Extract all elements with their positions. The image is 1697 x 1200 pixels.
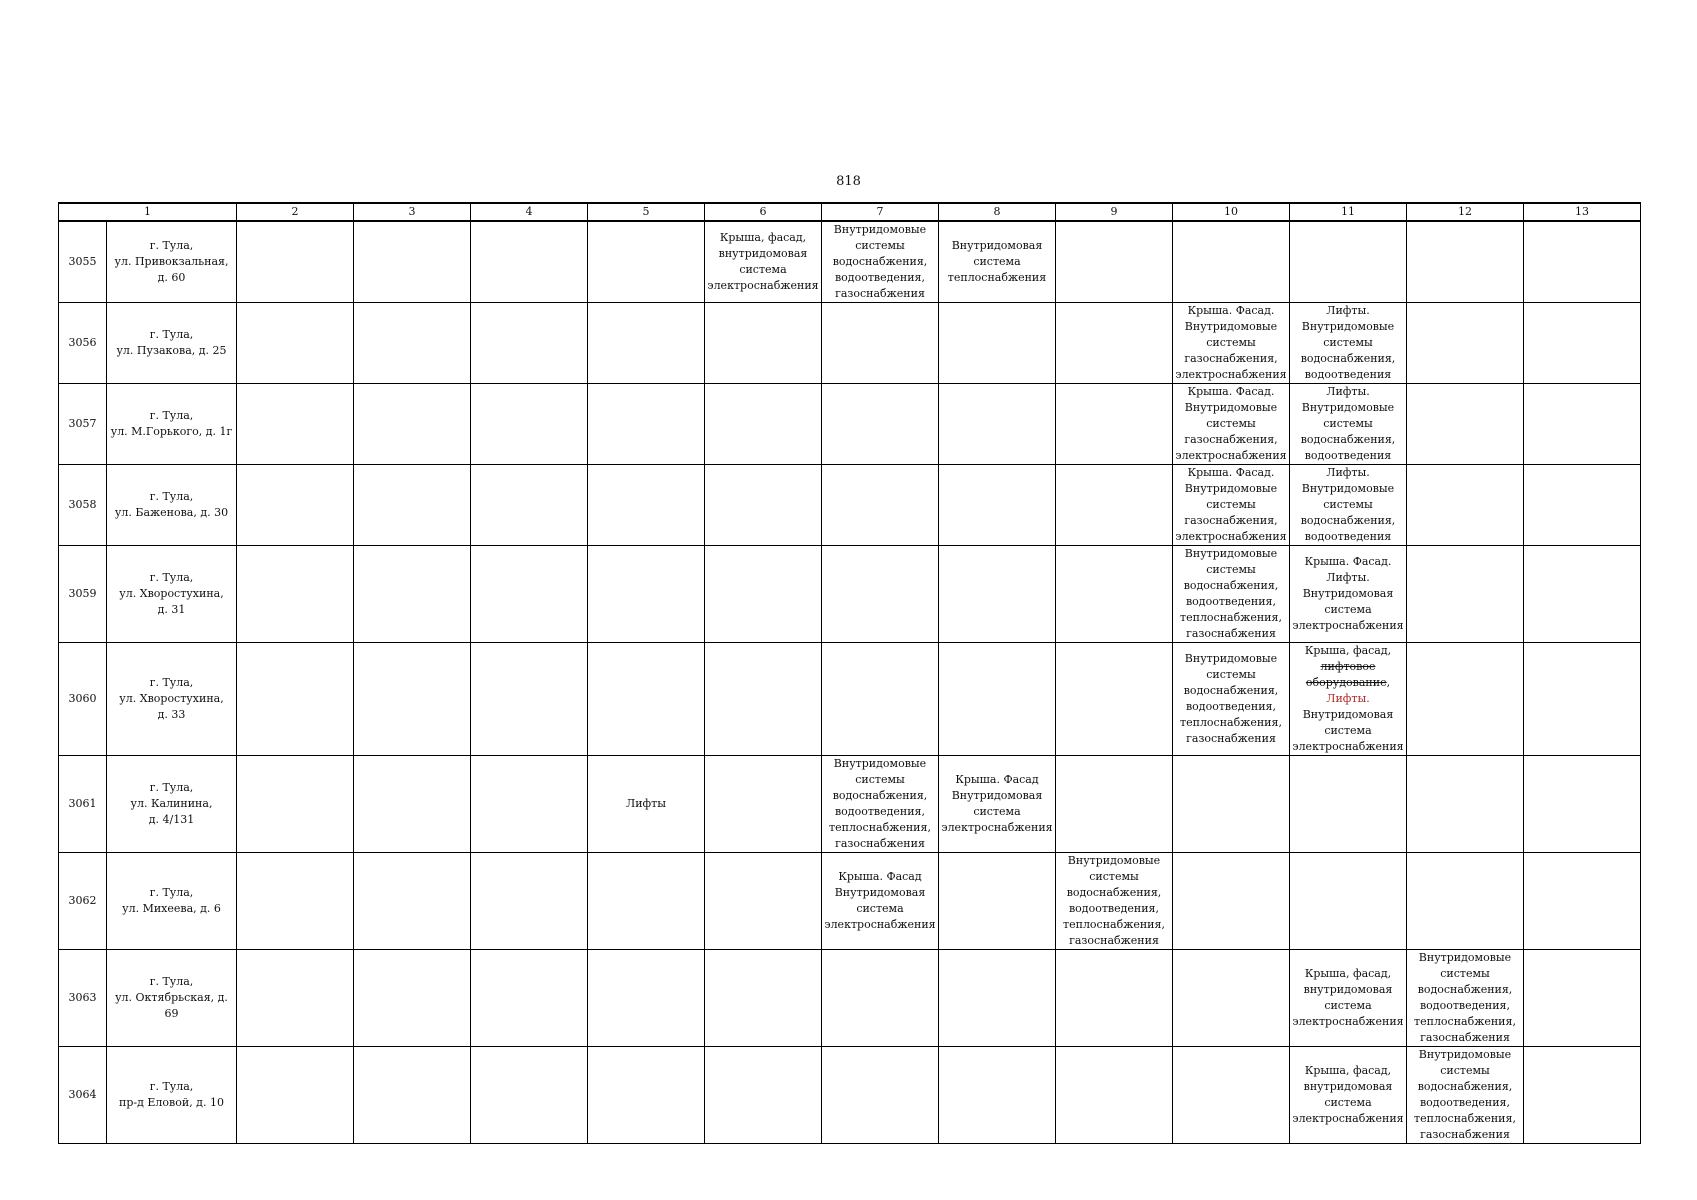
cell-col-10 (1173, 756, 1290, 853)
cell-col-6 (705, 853, 822, 950)
cell-col-6 (705, 950, 822, 1047)
cell-col-13 (1524, 643, 1641, 756)
cell-col-7 (822, 303, 939, 384)
row-number: 3063 (59, 950, 107, 1047)
cell-col-2 (237, 221, 354, 303)
cell-col-8 (939, 384, 1056, 465)
row-number: 3056 (59, 303, 107, 384)
row-number: 3061 (59, 756, 107, 853)
address-cell: г. Тула, ул. Пузакова, д. 25 (107, 303, 237, 384)
address-cell: г. Тула, ул. Баженова, д. 30 (107, 465, 237, 546)
cell-col-4 (471, 221, 588, 303)
cell-col-12 (1407, 853, 1524, 950)
row-number: 3064 (59, 1047, 107, 1144)
table-row (59, 1047, 1641, 1144)
table-row (59, 303, 1641, 384)
address-cell: г. Тула, ул. М.Горького, д. 1г (107, 384, 237, 465)
col-header-10: 10 (1173, 203, 1290, 221)
cell-col-9 (1056, 465, 1173, 546)
cell-col-11: Крыша. Фасад. Лифты. Внутридомовая система электроснабжения (1290, 546, 1407, 643)
cell-col-6: Крыша, фасад, внутридомовая система электроснабжения (705, 221, 822, 303)
cell-col-7 (822, 546, 939, 643)
cell-col-7 (822, 950, 939, 1047)
cell-col-12 (1407, 384, 1524, 465)
cell-col-3 (354, 221, 471, 303)
cell-col-12 (1407, 643, 1524, 756)
cell-col-9 (1056, 546, 1173, 643)
cell-col-4 (471, 384, 588, 465)
cell-col-3 (354, 853, 471, 950)
col-header-7: 7 (822, 203, 939, 221)
cell-col-12: Внутридомовые системы водоснабжения, водоотведения, теплоснабжения, газоснабжения (1407, 1047, 1524, 1144)
cell-col-8 (939, 950, 1056, 1047)
row-number: 3059 (59, 546, 107, 643)
table-row (59, 221, 1641, 303)
cell-col-8 (939, 853, 1056, 950)
col-header-2: 2 (237, 203, 354, 221)
address-cell: г. Тула, ул. Привокзальная, д. 60 (107, 221, 237, 303)
cell-col-8 (939, 1047, 1056, 1144)
cell-col-3 (354, 303, 471, 384)
cell-col-2 (237, 465, 354, 546)
table-row (59, 950, 1641, 1047)
address-cell: г. Тула, ул. Хворостухина, д. 31 (107, 546, 237, 643)
cell-col-10 (1173, 1047, 1290, 1144)
cell-col-3 (354, 1047, 471, 1144)
cell-col-8 (939, 465, 1056, 546)
cell-col-9 (1056, 756, 1173, 853)
cell-col-6 (705, 756, 822, 853)
cell-col-9 (1056, 303, 1173, 384)
col-header-5: 5 (588, 203, 705, 221)
cell-col-5 (588, 546, 705, 643)
cell-col-13 (1524, 384, 1641, 465)
cell-col-4 (471, 546, 588, 643)
cell-col-7 (822, 465, 939, 546)
cell-col-5 (588, 1047, 705, 1144)
edited-cell-content (1290, 643, 1406, 755)
cell-col-11 (1290, 756, 1407, 853)
page-number: 818 (836, 174, 861, 189)
cell-col-6 (705, 546, 822, 643)
cell-col-8 (939, 643, 1056, 756)
struck-text: оборудование (1305, 676, 1387, 689)
table-row (59, 853, 1641, 950)
cell-col-13 (1524, 853, 1641, 950)
col-header-8: 8 (939, 203, 1056, 221)
cell-col-13 (1524, 465, 1641, 546)
cell-col-6 (705, 303, 822, 384)
cell-col-2 (237, 950, 354, 1047)
cell-col-10 (1173, 950, 1290, 1047)
cell-col-11 (1290, 221, 1407, 303)
cell-col-10: Крыша. Фасад. Внутридомовые системы газоснабжения, электроснабжения (1173, 384, 1290, 465)
cell-col-5 (588, 465, 705, 546)
col-header-3: 3 (354, 203, 471, 221)
col-header-1: 1 (59, 203, 237, 221)
cell-col-12 (1407, 546, 1524, 643)
cell-col-3 (354, 465, 471, 546)
cell-col-7 (822, 643, 939, 756)
cell-col-11: Лифты. Внутридомовые системы водоснабжения, водоотведения (1290, 465, 1407, 546)
row-number: 3060 (59, 643, 107, 756)
cell-col-8 (939, 303, 1056, 384)
cell-col-4 (471, 303, 588, 384)
cell-col-7 (822, 1047, 939, 1144)
cell-col-13 (1524, 950, 1641, 1047)
table-body (59, 203, 1641, 1144)
cell-col-9 (1056, 950, 1173, 1047)
cell-col-13 (1524, 221, 1641, 303)
cell-col-2 (237, 303, 354, 384)
cell-col-13 (1524, 756, 1641, 853)
col-header-11: 11 (1290, 203, 1407, 221)
cell-col-5: Лифты (588, 756, 705, 853)
cell-col-11: Лифты. Внутридомовые системы водоснабжения, водоотведения (1290, 384, 1407, 465)
cell-text-comma: , (1386, 676, 1391, 689)
cell-text-line: Внутридомовая система электроснабжения (1292, 708, 1404, 753)
cell-col-9 (1056, 221, 1173, 303)
cell-col-8 (939, 546, 1056, 643)
cell-col-3 (354, 384, 471, 465)
cell-col-11 (1290, 853, 1407, 950)
col-header-6: 6 (705, 203, 822, 221)
row-number: 3055 (59, 221, 107, 303)
col-header-9: 9 (1056, 203, 1173, 221)
cell-col-12 (1407, 221, 1524, 303)
cell-col-10: Внутридомовые системы водоснабжения, водоотведения, теплоснабжения, газоснабжения (1173, 546, 1290, 643)
row-number: 3058 (59, 465, 107, 546)
cell-col-13 (1524, 1047, 1641, 1144)
cell-col-4 (471, 950, 588, 1047)
cell-col-6 (705, 1047, 822, 1144)
cell-col-2 (237, 384, 354, 465)
address-cell: г. Тула, ул. Калинина, д. 4/131 (107, 756, 237, 853)
cell-col-2 (237, 853, 354, 950)
cell-col-7: Внутридомовые системы водоснабжения, водоотведения, газоснабжения (822, 221, 939, 303)
address-cell: г. Тула, ул. Хворостухина, д. 33 (107, 643, 237, 756)
cell-col-10 (1173, 221, 1290, 303)
address-cell: г. Тула, пр-д Еловой, д. 10 (107, 1047, 237, 1144)
table-row (59, 384, 1641, 465)
cell-col-11: Лифты. Внутридомовые системы водоснабжения, водоотведения (1290, 303, 1407, 384)
table-row (59, 465, 1641, 546)
cell-col-2 (237, 756, 354, 853)
cell-col-6 (705, 384, 822, 465)
cell-col-10: Крыша. Фасад. Внутридомовые системы газоснабжения, электроснабжения (1173, 465, 1290, 546)
cell-col-12 (1407, 756, 1524, 853)
cell-col-3 (354, 546, 471, 643)
cell-col-9: Внутридомовые системы водоснабжения, водоотведения, теплоснабжения, газоснабжения (1056, 853, 1173, 950)
col-header-4: 4 (471, 203, 588, 221)
row-number: 3057 (59, 384, 107, 465)
cell-col-2 (237, 546, 354, 643)
col-header-13: 13 (1524, 203, 1641, 221)
cell-col-13 (1524, 546, 1641, 643)
cell-col-7 (822, 384, 939, 465)
cell-col-4 (471, 465, 588, 546)
cell-col-10: Крыша. Фасад. Внутридомовые системы газоснабжения, электроснабжения (1173, 303, 1290, 384)
cell-col-9 (1056, 384, 1173, 465)
cell-col-9 (1056, 1047, 1173, 1144)
cell-col-2 (237, 1047, 354, 1144)
cell-col-5 (588, 303, 705, 384)
cell-col-10 (1173, 853, 1290, 950)
address-cell: г. Тула, ул. Михеева, д. 6 (107, 853, 237, 950)
cell-col-10: Внутридомовые системы водоснабжения, водоотведения, теплоснабжения, газоснабжения (1173, 643, 1290, 756)
cell-col-11: Крыша, фасад, внутридомовая система электроснабжения (1290, 1047, 1407, 1144)
cell-col-8: Внутридомовая система теплоснабжения (939, 221, 1056, 303)
cell-col-13 (1524, 303, 1641, 384)
cell-col-4 (471, 643, 588, 756)
address-cell: г. Тула, ул. Октябрьская, д. 69 (107, 950, 237, 1047)
inserted-text: Лифты. (1326, 692, 1370, 705)
row-number: 3062 (59, 853, 107, 950)
cell-col-5 (588, 384, 705, 465)
cell-col-8: Крыша. Фасад Внутридомовая система электроснабжения (939, 756, 1056, 853)
cell-col-6 (705, 465, 822, 546)
cell-col-7: Крыша. Фасад Внутридомовая система электроснабжения (822, 853, 939, 950)
cell-col-5 (588, 853, 705, 950)
table-row (59, 643, 1641, 756)
cell-col-3 (354, 950, 471, 1047)
cell-col-12: Внутридомовые системы водоснабжения, водоотведения, теплоснабжения, газоснабжения (1407, 950, 1524, 1047)
cell-col-2 (237, 643, 354, 756)
cell-col-5 (588, 950, 705, 1047)
cell-col-3 (354, 643, 471, 756)
table-row (59, 546, 1641, 643)
cell-col-9 (1056, 643, 1173, 756)
cell-col-12 (1407, 465, 1524, 546)
works-table (58, 202, 1641, 1144)
cell-col-11 (1290, 643, 1407, 756)
struck-text: лифтовое (1320, 660, 1376, 673)
cell-col-5 (588, 221, 705, 303)
cell-col-4 (471, 756, 588, 853)
cell-col-11: Крыша, фасад, внутридомовая система электроснабжения (1290, 950, 1407, 1047)
col-header-12: 12 (1407, 203, 1524, 221)
cell-col-12 (1407, 303, 1524, 384)
cell-text-line: Крыша, фасад, (1304, 644, 1392, 657)
cell-col-4 (471, 853, 588, 950)
cell-col-5 (588, 643, 705, 756)
cell-col-3 (354, 756, 471, 853)
cell-col-4 (471, 1047, 588, 1144)
table-row (59, 756, 1641, 853)
cell-col-6 (705, 643, 822, 756)
header-row (59, 203, 1641, 221)
cell-col-7: Внутридомовые системы водоснабжения, водоотведения, теплоснабжения, газоснабжения (822, 756, 939, 853)
